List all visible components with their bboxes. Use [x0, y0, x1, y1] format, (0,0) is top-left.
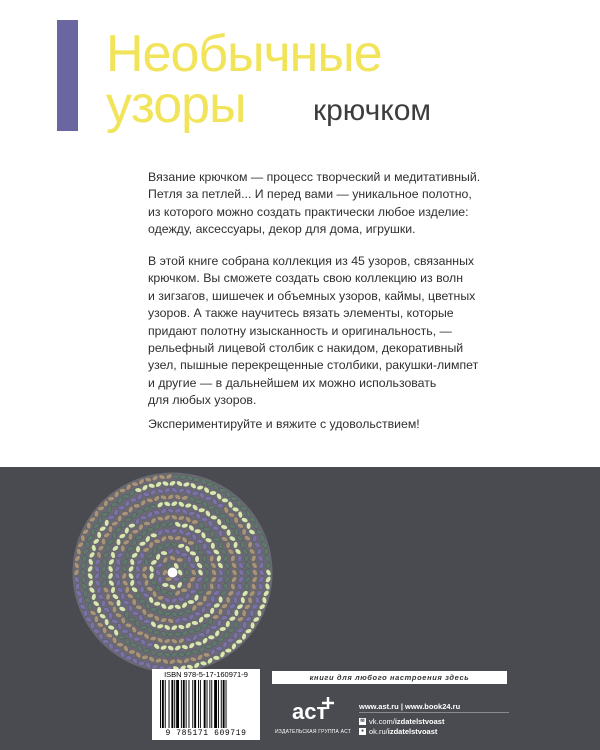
- blurb-line: одежду, аксессуары, декор для дома, игрушки.: [148, 222, 416, 237]
- website-links: www.ast.ru | www.book24.ru: [359, 702, 461, 711]
- blurb-paragraph-2: [148, 253, 508, 410]
- book-subtitle: крючком: [313, 94, 432, 127]
- accent-bar: [57, 20, 78, 131]
- crochet-doily-image: [70, 470, 275, 675]
- publisher-logo: [272, 695, 354, 740]
- barcode-icon: [158, 680, 254, 728]
- blurb-line: узел, пышные перекрещенные столбики, ракушки-лимпет: [148, 358, 479, 373]
- blurb-line: и другие — в дальнейшем их можно использовать: [148, 375, 437, 390]
- isbn-number: ISBN 978-5-17-160971-9: [164, 670, 248, 679]
- tagline-banner: книги для любого настроения здесь: [272, 671, 507, 684]
- blurb-line: рельефный лицевой столбик с накидом, декоративный: [148, 340, 464, 355]
- book-title-line-1: Необычные: [106, 25, 382, 83]
- social-links: [359, 716, 444, 737]
- blurb-line: узоров. А также научитесь вязать элементы, которые: [148, 306, 454, 321]
- ok-prefix: ok.ru/: [369, 727, 388, 737]
- blurb-line: Вязание крючком — процесс творческий и медитативный.: [148, 170, 481, 184]
- blurb-paragraph-1: [148, 169, 508, 239]
- ok-handle: izdatelstvoast: [387, 727, 438, 737]
- ast-logo-icon: [290, 695, 336, 727]
- ast-logo-text: аст: [292, 699, 328, 724]
- vk-icon: ✉: [360, 717, 365, 724]
- blurb-line: Петля за петлей... И перед вами — уникальное полотно,: [148, 187, 472, 202]
- vk-link: [359, 716, 444, 727]
- isbn-barcode-box: [152, 669, 260, 740]
- book-title-line-2: узоры: [106, 76, 246, 134]
- blurb-line: В этой книге собрана коллекция из 45 узоров, связанных: [148, 254, 475, 268]
- vk-handle: izdatelstvoast: [394, 716, 445, 726]
- blurb-paragraph-3: [148, 416, 508, 433]
- publisher-caption: ИЗДАТЕЛЬСКАЯ ГРУППА АСТ: [275, 729, 351, 735]
- vk-prefix: vk.com/: [369, 716, 395, 726]
- blurb-line: Экспериментируйте и вяжите с удовольствием!: [148, 417, 420, 431]
- blurb-line: придают полотну изысканность и оригинальность, —: [148, 323, 452, 338]
- barcode-digits: 9 785171 609719: [165, 729, 247, 738]
- ok-icon: ●: [360, 728, 365, 735]
- ok-link: [359, 727, 444, 738]
- blurb-line: и зигзагов, шишечек и объемных узоров, каймы, цветных: [148, 288, 476, 303]
- blurb-line: для любых узоров.: [148, 393, 257, 408]
- blurb-line: крючком. Вы сможете создать свою коллекцию из волн: [148, 271, 464, 286]
- divider: [359, 712, 509, 713]
- blurb-line: из которого можно создать практически любое изделие:: [148, 204, 469, 219]
